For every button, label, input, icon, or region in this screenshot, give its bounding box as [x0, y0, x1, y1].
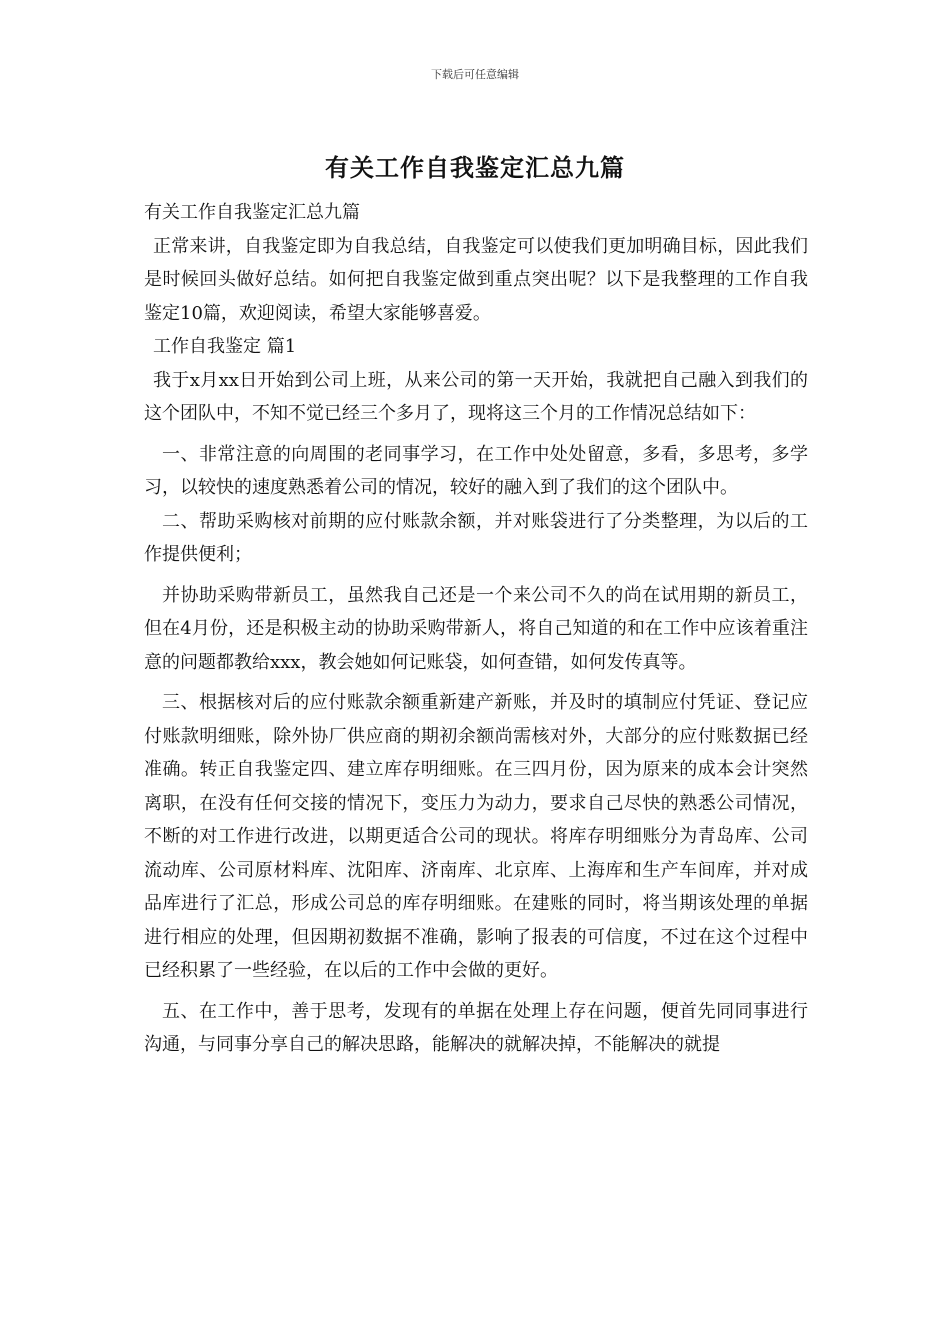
intro-paragraph: 正常来讲，自我鉴定即为自我总结，自我鉴定可以使我们更加明确目标，因此我们是时候回头做好总结。如何把自我鉴定做到重点突出呢？以下是我整理的工作自我鉴定10篇，欢迎阅读，希望大家能够喜爱。: [144, 235, 808, 324]
document-title: 有关工作自我鉴定汇总九篇: [325, 153, 625, 182]
paragraph-4: 并协助采购带新员工，虽然我自己还是一个来公司不久的尚在试用期的新员工，但在4月份，还是积极主动的协助采购带新人，将自己知道的和在工作中应该着重注意的问题都教给xxx，教会她如何记账袋，如何查错，如何发传真等。: [144, 584, 808, 673]
section-heading: 工作自我鉴定 篇1: [153, 336, 297, 357]
header-note: 下载后可任意编辑: [431, 68, 519, 81]
paragraph-2: 一、非常注意的向周围的老同事学习，在工作中处处留意，多看，多思考，多学习，以较快的速度熟悉着公司的情况，较好的融入到了我们的这个团队中。: [144, 443, 808, 498]
paragraph-1: 我于x月xx日开始到公司上班，从来公司的第一天开始，我就把自己融入到我们的这个团队中，不知不觉已经三个多月了，现将这三个月的工作情况总结如下：: [144, 369, 808, 424]
subtitle: 有关工作自我鉴定汇总九篇: [144, 202, 360, 223]
paragraph-6: 五、在工作中，善于思考，发现有的单据在处理上存在问题，便首先同同事进行沟通，与同事分享自己的解决思路，能解决的就解决掉，不能解决的就提: [144, 1000, 808, 1055]
paragraph-3: 二、帮助采购核对前期的应付账款余额，并对账袋进行了分类整理，为以后的工作提供便利；: [144, 510, 808, 565]
document-body: [144, 196, 808, 1062]
paragraph-5: 三、根据核对后的应付账款余额重新建产新账，并及时的填制应付凭证、登记应付账款明细账，除外协厂供应商的期初余额尚需核对外，大部分的应付账数据已经准确。转正自我鉴定四、建立库存明细账。在三四月份，因为原来的成本会计突然离职，在没有任何交接的情况下，变压力为动力，要求自己尽快的熟悉公司情况，不断的对工作进行改进，以期更适合公司的现状。将库存明细账分为青岛库、公司流动库、公司原材料库、沈阳库、济南库、北京库、上海库和生产车间库，并对成品库进行了汇总，形成公司总的库存明细账。在建账的同时，将当期该处理的单据进行相应的处理，但因期初数据不准确，影响了报表的可信度，不过在这个过程中已经积累了一些经验，在以后的工作中会做的更好。: [144, 692, 808, 981]
